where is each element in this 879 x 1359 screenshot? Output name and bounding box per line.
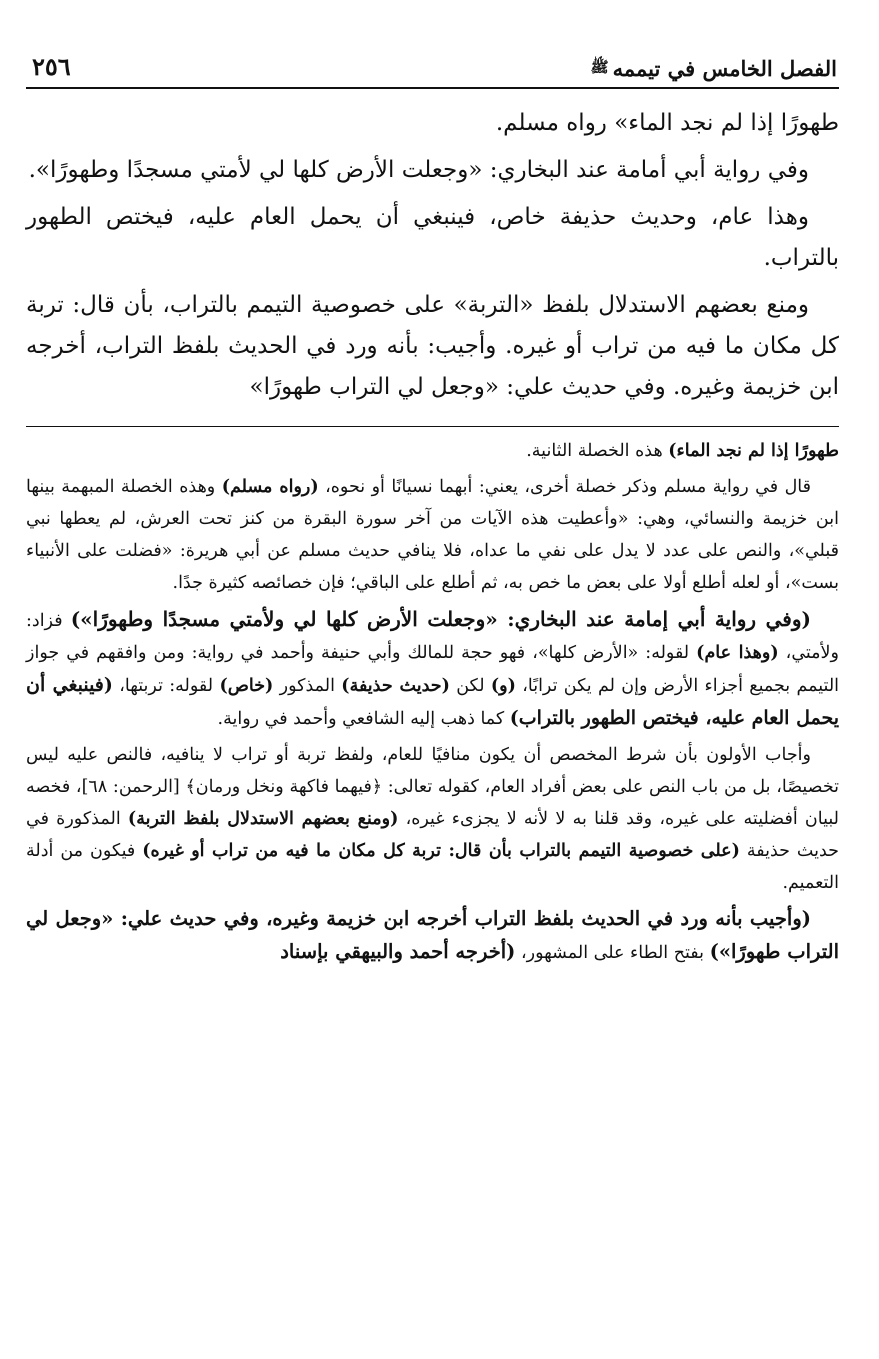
quoted-text: (رواه مسلم) xyxy=(221,477,319,497)
page-number: ٢٥٦ xyxy=(32,52,71,81)
quoted-text: (ومنع بعضهم الاستدلال بلفظ التربة) xyxy=(127,809,399,829)
quoted-text: (وأجيب بأنه ورد في الحديث بلفظ التراب أخرجه ابن خزيمة وغيره، وفي حديث علي: «وجعل لي التراب طهورًا») xyxy=(26,907,839,963)
main-paragraph: وهذا عام، وحديث حذيفة خاص، فينبغي أن يحمل العام عليه، فيختص الطهور بالتراب. xyxy=(26,204,839,271)
quoted-text: (حديث حذيفة) xyxy=(341,676,450,696)
commentary-text: بفتح الطاء على المشهور، xyxy=(515,943,710,963)
commentary-text: وأجاب الأولون بأن شرط المخصص أن يكون منافيًا للعام، ولفظ تربة أو تراب لا ينافيه، فالنص عليه ليس تخصيصًا، بل من باب النص على بعض أفراد العام، كقوله تعالى: ﴿فيهما فاكهة ونخل ورمان﴾ [الرحمن: ٦٨]، فخصه لبيان أفضليته على غيره، وقد قلنا به لا لأنه لا يجزىء غيره، xyxy=(26,745,839,829)
commentary-text: لقوله: تربتها، xyxy=(112,676,220,696)
quoted-text: (على خصوصية التيمم بالتراب بأن قال: تربة كل مكان ما فيه من تراب أو غيره) xyxy=(142,841,740,861)
chapter-title-text: الفصل الخامس في تيممه xyxy=(612,56,837,81)
quoted-text: (وهذا عام) xyxy=(696,643,779,663)
chapter-title xyxy=(590,56,837,81)
quoted-text: (و) xyxy=(490,676,516,696)
quoted-text: طهورًا إذا لم نجد الماء) xyxy=(668,441,839,461)
main-paragraph: وفي رواية أبي أمامة عند البخاري: «وجعلت الأرض كلها لي لأمتي مسجدًا وطهورًا». xyxy=(28,157,809,183)
quoted-text: (أخرجه أحمد والبيهقي بإسناد xyxy=(280,940,516,963)
quoted-text: (خاص) xyxy=(219,676,274,696)
footnote-divider xyxy=(26,426,839,427)
commentary-paragraph xyxy=(26,903,839,969)
commentary-text: هذه الخصلة الثانية. xyxy=(526,441,669,461)
commentary-text: المذكور xyxy=(273,676,342,696)
quoted-text: (وفي رواية أبي إمامة عند البخاري: «وجعلت الأرض كلها لي ولأمتي مسجدًا وطهورًا») xyxy=(70,607,811,631)
commentary-text: لقوله: «الأرض كلها»، فهو حجة للمالك وأبي حنيفة وأحمد في رواية: ومن وافقهم في جواز التيمم بجميع أجزاء الأرض وإن لم يكن ترابًا، xyxy=(26,643,840,696)
commentary-text: كما ذهب إليه الشافعي وأحمد في رواية. xyxy=(217,709,510,729)
quoted-text: (فينبغي أن يحمل العام عليه، فيختص الطهور بالتراب) xyxy=(26,674,839,729)
main-text xyxy=(26,103,839,408)
commentary-text: فيكون من أدلة التعميم. xyxy=(26,841,839,893)
commentary-text: وهذه الخصلة المبهمة بينها ابن خزيمة والنسائي، وهي: «وأعطيت هذه الآيات من آخر سورة البقرة من كنز تحت العرش، لم يعطها نبي قبلي»، والنص على عدد لا يدل على نفي ما عداه، فلا ينافي حديث مسلم عن أبي هريرة: «فضلت على الأنبياء بست»، أو لعله أطلع أولا على بعض ما خص به، ثم أطلع على الباقي؛ فإن خصائصه كثيرة جدًا. xyxy=(26,477,839,593)
commentary-paragraph xyxy=(26,739,839,899)
commentary-paragraph xyxy=(26,603,839,735)
commentary-text: قال في رواية مسلم وذكر خصلة أخرى، يعني: أبهما نسيانًا أو نحوه، xyxy=(318,477,812,497)
commentary-text: فزاد: ولأمتي، xyxy=(26,611,839,663)
commentary-paragraph xyxy=(26,471,839,599)
main-paragraph: طهورًا إذا لم نجد الماء» رواه مسلم. xyxy=(495,110,839,136)
running-header xyxy=(26,52,839,89)
main-paragraph: ومنع بعضهم الاستدلال بلفظ «التربة» على خصوصية التيمم بالتراب، بأن قال: تربة كل مكان ما فيه من تراب أو غيره. وأجيب: بأنه ورد في الحديث بلفظ التراب، أخرجه ابن خزيمة وغيره. وفي حديث علي: «وجعل لي التراب طهورًا» xyxy=(26,292,839,400)
commentary xyxy=(26,435,839,969)
commentary-paragraph xyxy=(26,435,839,467)
honorific-symbol: ﷺ xyxy=(590,57,609,76)
commentary-text: لكن xyxy=(449,676,491,696)
commentary-text: المذكورة في حديث حذيفة xyxy=(26,809,839,861)
